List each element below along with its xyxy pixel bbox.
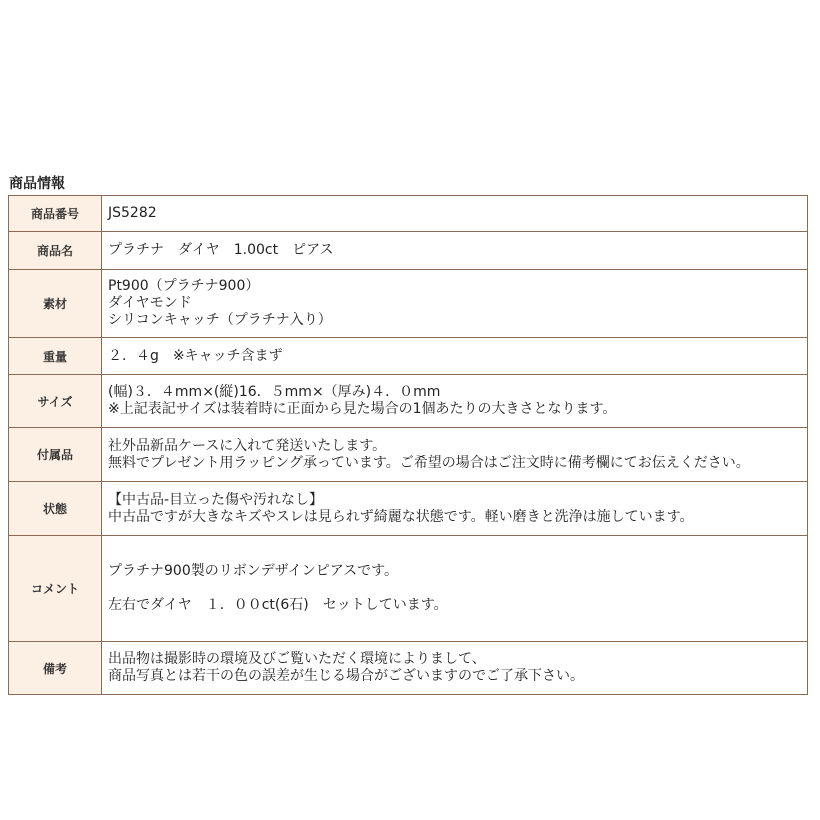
row-label: 状態 — [9, 482, 102, 536]
value-line: (幅)３．４mm×(縦)16．５mm×（厚み)４．０mm — [108, 384, 441, 400]
row-value — [102, 270, 808, 338]
blank-line — [108, 580, 801, 597]
product-info — [8, 173, 810, 695]
row-value — [102, 536, 808, 642]
table-row-remarks — [9, 642, 808, 695]
row-label: 付属品 — [9, 428, 102, 482]
row-value — [102, 338, 808, 375]
table-row-size — [9, 375, 808, 428]
table-row-product-name — [9, 232, 808, 270]
value-line: ２．４g ※キャッチ含まず — [108, 347, 283, 364]
value-line: 左右でダイヤ １．００ct(6石) セットしています。 — [108, 597, 448, 613]
row-label: 備考 — [9, 642, 102, 695]
row-label: 商品名 — [9, 232, 102, 270]
table-row-material — [9, 270, 808, 338]
value-line: 出品物は撮影時の環境及びご覧いただく環境によりまして、 — [108, 651, 486, 667]
value-line: プラチナ ダイヤ 1.00ct ピアス — [108, 242, 334, 258]
table-row-condition — [9, 482, 808, 536]
row-value — [102, 428, 808, 482]
value-line: シリコンキャッチ（プラチナ入り） — [108, 312, 332, 328]
row-value — [102, 232, 808, 270]
table-row-product-number — [9, 196, 808, 232]
value-line: ※上記表記サイズは装着時に正面から見た場合の1個あたりの大きさとなります。 — [108, 401, 617, 417]
value-line: 商品写真とは若干の色の誤差が生じる場合がございますのでご了承下さい。 — [108, 668, 584, 684]
row-label: 重量 — [9, 338, 102, 375]
value-line: 中古品ですが大きなキズやスレは見られず綺麗な状態です。軽い磨きと洗浄は施しています。 — [108, 508, 694, 525]
value-line: ダイヤモンド — [108, 295, 192, 311]
row-value — [102, 642, 808, 695]
row-label: 商品番号 — [9, 196, 102, 232]
value-line: Pt900（プラチナ900） — [108, 278, 260, 294]
row-label: 素材 — [9, 270, 102, 338]
value-line: 【中古品-目立った傷や汚れなし】 — [108, 491, 324, 508]
value-line: プラチナ900製のリボンデザインピアスです。 — [108, 563, 399, 579]
value-line: 社外品新品ケースに入れて発送いたします。 — [108, 437, 387, 454]
table-row-weight — [9, 338, 808, 375]
table-row-comment — [9, 536, 808, 642]
row-value — [102, 375, 808, 428]
row-label: サイズ — [9, 375, 102, 428]
value-line: JS5282 — [108, 205, 157, 221]
section-title: 商品情報 — [9, 176, 65, 192]
row-label: コメント — [9, 536, 102, 642]
row-value — [102, 482, 808, 536]
spec-table — [8, 195, 808, 695]
row-value — [102, 196, 808, 232]
table-row-accessories — [9, 428, 808, 482]
value-line: 無料でプレゼント用ラッピング承っています。ご希望の場合はご注文時に備考欄にてお伝えください。 — [108, 454, 750, 471]
